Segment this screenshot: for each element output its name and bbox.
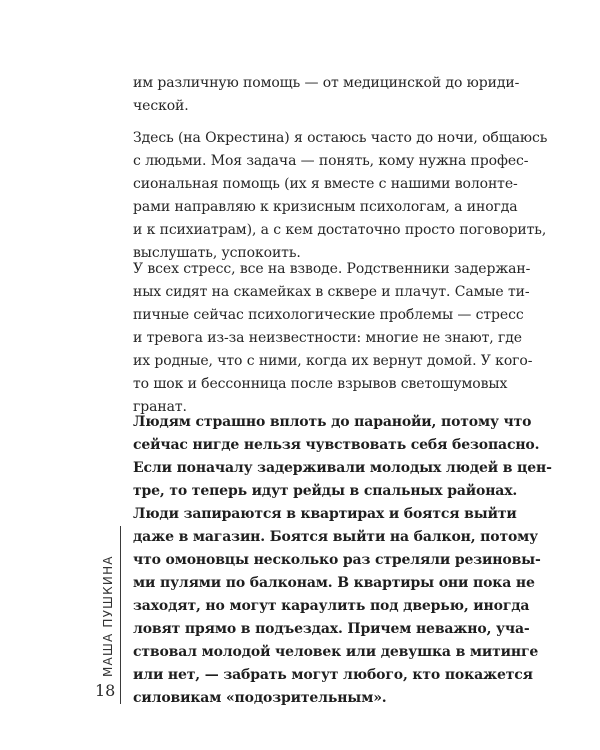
text-line: Людям страшно вплоть до паранойи, потому что xyxy=(133,414,532,430)
page-number: 18 xyxy=(95,681,116,700)
paragraph-1 xyxy=(133,72,520,118)
text-line: сейчас нигде нельзя чувствовать себя безопасно. xyxy=(133,437,540,453)
paragraph-4-bold xyxy=(133,411,552,710)
author-name: МАША ПУШКИНА xyxy=(101,555,115,677)
text-line: пичные сейчас психологические проблемы — стресс xyxy=(133,307,524,323)
text-line: Люди запираются в квартирах и боятся выйти xyxy=(133,506,517,522)
text-line: ческой. xyxy=(133,98,189,114)
text-line: и к психиатрам), а с кем достаточно просто поговорить, xyxy=(133,222,547,238)
text-line: тре, то теперь идут рейды в спальных районах. xyxy=(133,483,518,499)
paragraph-2 xyxy=(133,127,548,265)
text-line: с людьми. Моя задача — понять, кому нужна профес- xyxy=(133,153,529,169)
text-line: У всех стресс, все на взводе. Родственники задержан- xyxy=(133,261,531,277)
text-line: им различную помощь — от медицинской до юриди- xyxy=(133,75,520,91)
text-line: их родные, что с ними, когда их вернут домой. У кого- xyxy=(133,353,533,369)
text-line: сиональная помощь (их я вместе с нашими волонте- xyxy=(133,176,518,192)
running-head xyxy=(96,527,120,697)
text-line: ствовал молодой человек или девушка в митинге xyxy=(133,644,539,660)
text-line: выслушать, успокоить. xyxy=(133,245,301,261)
text-line: Если поначалу задерживали молодых людей в цен- xyxy=(133,460,552,476)
text-line: гранат. xyxy=(133,399,187,415)
vertical-rule xyxy=(120,526,121,704)
text-line: то шок и бессонница после взрывов светошумовых xyxy=(133,376,508,392)
text-line: рами направляю к кризисным психологам, а иногда xyxy=(133,199,518,215)
text-line: силовикам «подозрительным». xyxy=(133,690,387,706)
text-line: ных сидят на скамейках в сквере и плачут. Самые ти- xyxy=(133,284,530,300)
text-line: и тревога из-за неизвестности: многие не знают, где xyxy=(133,330,522,346)
text-line: даже в магазин. Боятся выйти на балкон, потому xyxy=(133,529,538,545)
text-line: Здесь (на Окрестина) я остаюсь часто до ночи, общаюсь xyxy=(133,130,548,146)
text-line: или нет, — забрать могут любого, кто покажется xyxy=(133,667,533,683)
text-line: заходят, но могут караулить под дверью, иногда xyxy=(133,598,530,614)
text-line: что омоновцы несколько раз стреляли резиновы- xyxy=(133,552,541,568)
paragraph-3 xyxy=(133,258,533,419)
text-line: ми пулями по балконам. В квартиры они пока не xyxy=(133,575,535,591)
text-line: ловят прямо в подъездах. Причем неважно, уча- xyxy=(133,621,530,637)
